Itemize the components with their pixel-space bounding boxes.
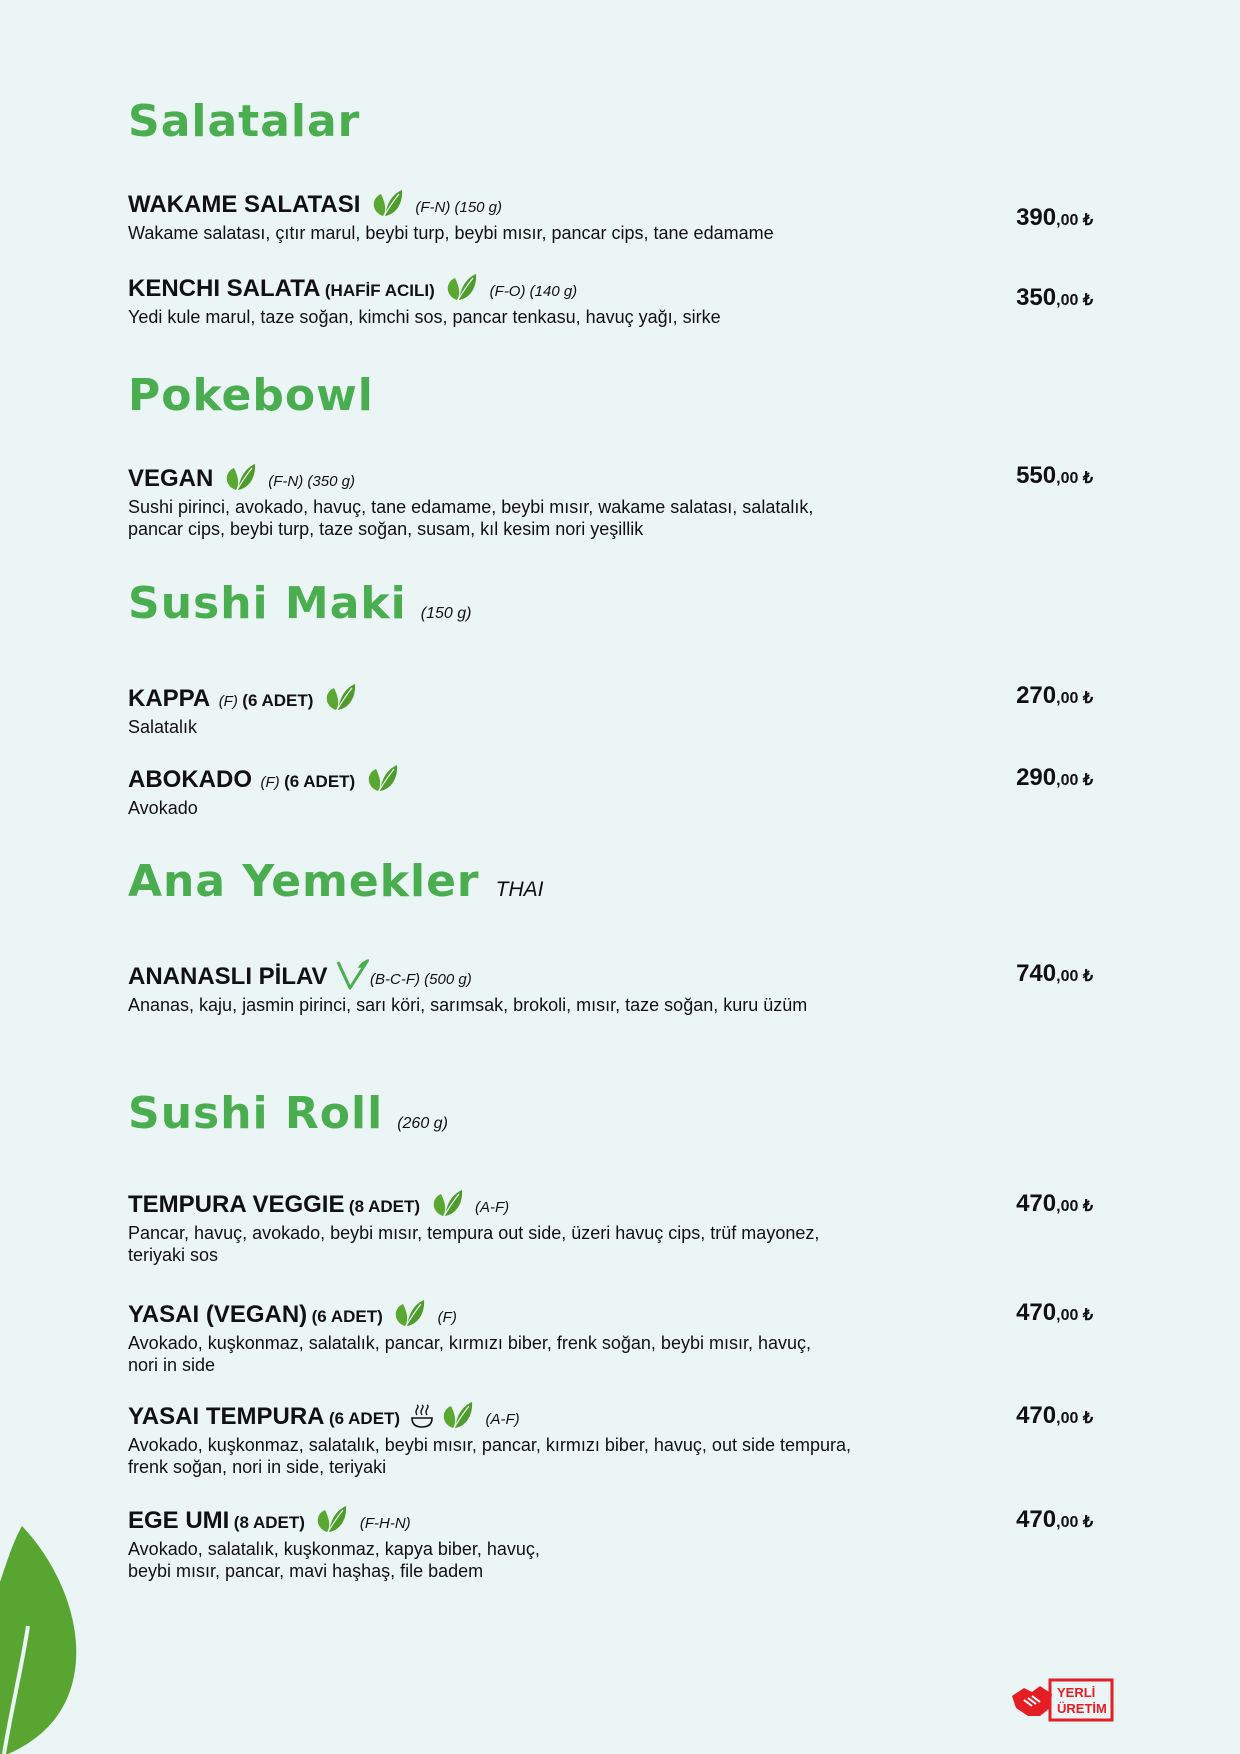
item-description-line-2: teriyaki sos [128,1245,219,1265]
item-price [1016,204,1093,232]
badge-line-2: ÜRETİM [1057,1701,1107,1716]
section-note: THAI [495,878,544,901]
item-description-line-2: frenk soğan, nori in side, teriyaki [128,1457,387,1477]
price-decimal: ,00 ₺ [1056,772,1093,789]
handshake-icon [1012,1686,1052,1716]
section-title-sushi-maki [128,578,471,629]
price-integer: 470 [1016,1506,1057,1533]
price-decimal: ,00 ₺ [1056,1410,1093,1427]
price-decimal: ,00 ₺ [1056,1514,1093,1531]
menu-item-ege-umi [128,1504,1128,1582]
menu-item-abokado [128,763,1128,819]
item-info: (A-F) [485,1411,520,1428]
item-description: Ananas, kaju, jasmin pirinci, sarı köri, sarımsak, brokoli, mısır, taze soğan, kuru üzüm [128,995,808,1015]
price-integer: 270 [1016,682,1057,709]
price-decimal: ,00 ₺ [1056,470,1093,487]
item-info: (F-N) (350 g) [268,473,355,490]
item-extra: (6 ADET) [311,1307,383,1326]
item-price [1016,682,1093,710]
yerli-uretim-badge [1010,1678,1114,1727]
price-integer: 470 [1016,1299,1057,1326]
price-integer: 350 [1016,284,1057,311]
leaf-icon [439,1400,473,1430]
section-note: (260 g) [397,1115,448,1132]
item-description-line-1: Pancar, havuç, avokado, beybi mısır, tempura out side, üzeri havuç cips, trüf mayonez, [128,1223,820,1243]
section-title-text: Sushi Maki [128,578,407,629]
price-decimal: ,00 ₺ [1056,212,1093,229]
item-info: (F-O) (140 g) [489,283,578,300]
price-integer: 740 [1016,960,1057,987]
item-name: WAKAME SALATASI [128,191,361,218]
item-name: ABOKADO [128,766,252,793]
hot-dish-icon [409,1404,435,1430]
item-description-line-2: pancar cips, beybi turp, taze soğan, susam, kıl kesim nori yeşillik [128,519,644,539]
item-description-line-1: Avokado, kuşkonmaz, salatalık, pancar, kırmızı biber, frenk soğan, beybi mısır, havuç, [128,1333,811,1353]
price-decimal: ,00 ₺ [1056,690,1093,707]
leaf-icon [369,188,403,218]
leaf-icon [222,462,256,492]
item-name: VEGAN [128,465,214,492]
item-info: (F) [218,693,238,710]
leaf-icon [313,1504,347,1534]
item-description: Avokado [128,798,198,818]
section-note: (150 g) [420,605,472,622]
item-description-line-1: Sushi pirinci, avokado, havuç, tane edamame, beybi mısır, wakame salatası, salatalık, [128,497,814,517]
item-extra: (HAFİF ACILI) [324,281,435,300]
section-title-ana-yemekler [128,856,543,907]
item-info: (F) [260,774,280,791]
menu-item-wakame-salatasi [128,188,1128,244]
item-price [1016,1402,1093,1430]
section-title-salatalar [128,96,360,147]
item-info: (F-H-N) [359,1515,411,1532]
price-integer: 550 [1016,462,1057,489]
price-decimal: ,00 ₺ [1056,292,1093,309]
item-description-line-1: Avokado, salatalık, kuşkonmaz, kapya biber, havuç, [128,1539,540,1559]
section-title-text: Sushi Roll [128,1088,384,1139]
price-decimal: ,00 ₺ [1056,968,1093,985]
item-info: (A-F) [474,1199,510,1216]
item-name: TEMPURA VEGGIE [128,1191,345,1218]
price-decimal: ,00 ₺ [1056,1198,1093,1215]
item-price [1016,1506,1093,1534]
item-info: (F-N) (150 g) [415,199,503,216]
item-name: KENCHI SALATA [128,275,321,302]
price-decimal: ,00 ₺ [1056,1307,1093,1324]
price-integer: 290 [1016,764,1057,791]
item-price [1016,284,1093,312]
item-name: ANANASLI PİLAV [128,963,328,990]
menu-item-yasai-tempura [128,1400,1128,1478]
item-extra: (6 ADET) [242,691,314,710]
item-description-line-2: nori in side [128,1355,216,1375]
decorative-leaf-icon [0,1526,80,1754]
price-integer: 390 [1016,204,1057,231]
section-title-pokebowl [128,370,374,421]
item-info: (B-C-F) (500 g) [370,971,472,988]
menu-item-yasai-vegan [128,1298,1128,1376]
item-description: Yedi kule marul, taze soğan, kimchi sos, pancar tenkasu, havuç yağı, sirke [128,307,721,327]
item-price [1016,462,1093,490]
price-integer: 470 [1016,1402,1057,1429]
item-extra: (8 ADET) [348,1197,421,1216]
menu-item-kappa [128,682,1128,738]
item-extra: (6 ADET) [328,1409,401,1428]
menu-item-kenchi-salata [128,272,1128,328]
item-price [1016,960,1093,988]
item-extra: (6 ADET) [284,772,356,791]
section-title-sushi-roll [128,1088,448,1139]
item-name: YASAI TEMPURA [128,1403,325,1430]
leaf-icon [322,682,356,712]
leaf-icon [443,272,477,302]
item-name: EGE UMI [128,1507,230,1534]
item-name: KAPPA [128,685,211,712]
leaf-icon [364,763,398,793]
menu-item-ananasli-pilav [128,958,1128,1016]
section-title-text: Salatalar [128,96,361,147]
section-title-text: Pokebowl [128,370,374,421]
item-price [1016,764,1093,792]
badge-line-1: YERLİ [1057,1685,1096,1700]
leaf-icon [391,1298,425,1328]
item-price [1016,1299,1093,1327]
item-description-line-1: Avokado, kuşkonmaz, salatalık, beybi mısır, pancar, kırmızı biber, havuç, out side tempura, [128,1435,852,1455]
menu-item-vegan [128,462,1128,540]
item-description-line-2: beybi mısır, pancar, mavi haşhaş, file badem [128,1561,484,1581]
item-extra: (8 ADET) [233,1513,305,1532]
item-price [1016,1190,1093,1218]
leaf-icon [429,1188,463,1218]
item-description: Wakame salatası, çıtır marul, beybi turp, beybi mısır, pancar cips, tane edamame [128,223,774,243]
item-info: (F) [437,1309,457,1326]
item-name: YASAI (VEGAN) [128,1301,308,1328]
menu-item-tempura-veggie [128,1188,1128,1266]
section-title-text: Ana Yemekler [128,856,480,907]
item-description: Salatalık [128,717,198,737]
price-integer: 470 [1016,1190,1057,1217]
vegetarian-v-icon [336,958,370,990]
